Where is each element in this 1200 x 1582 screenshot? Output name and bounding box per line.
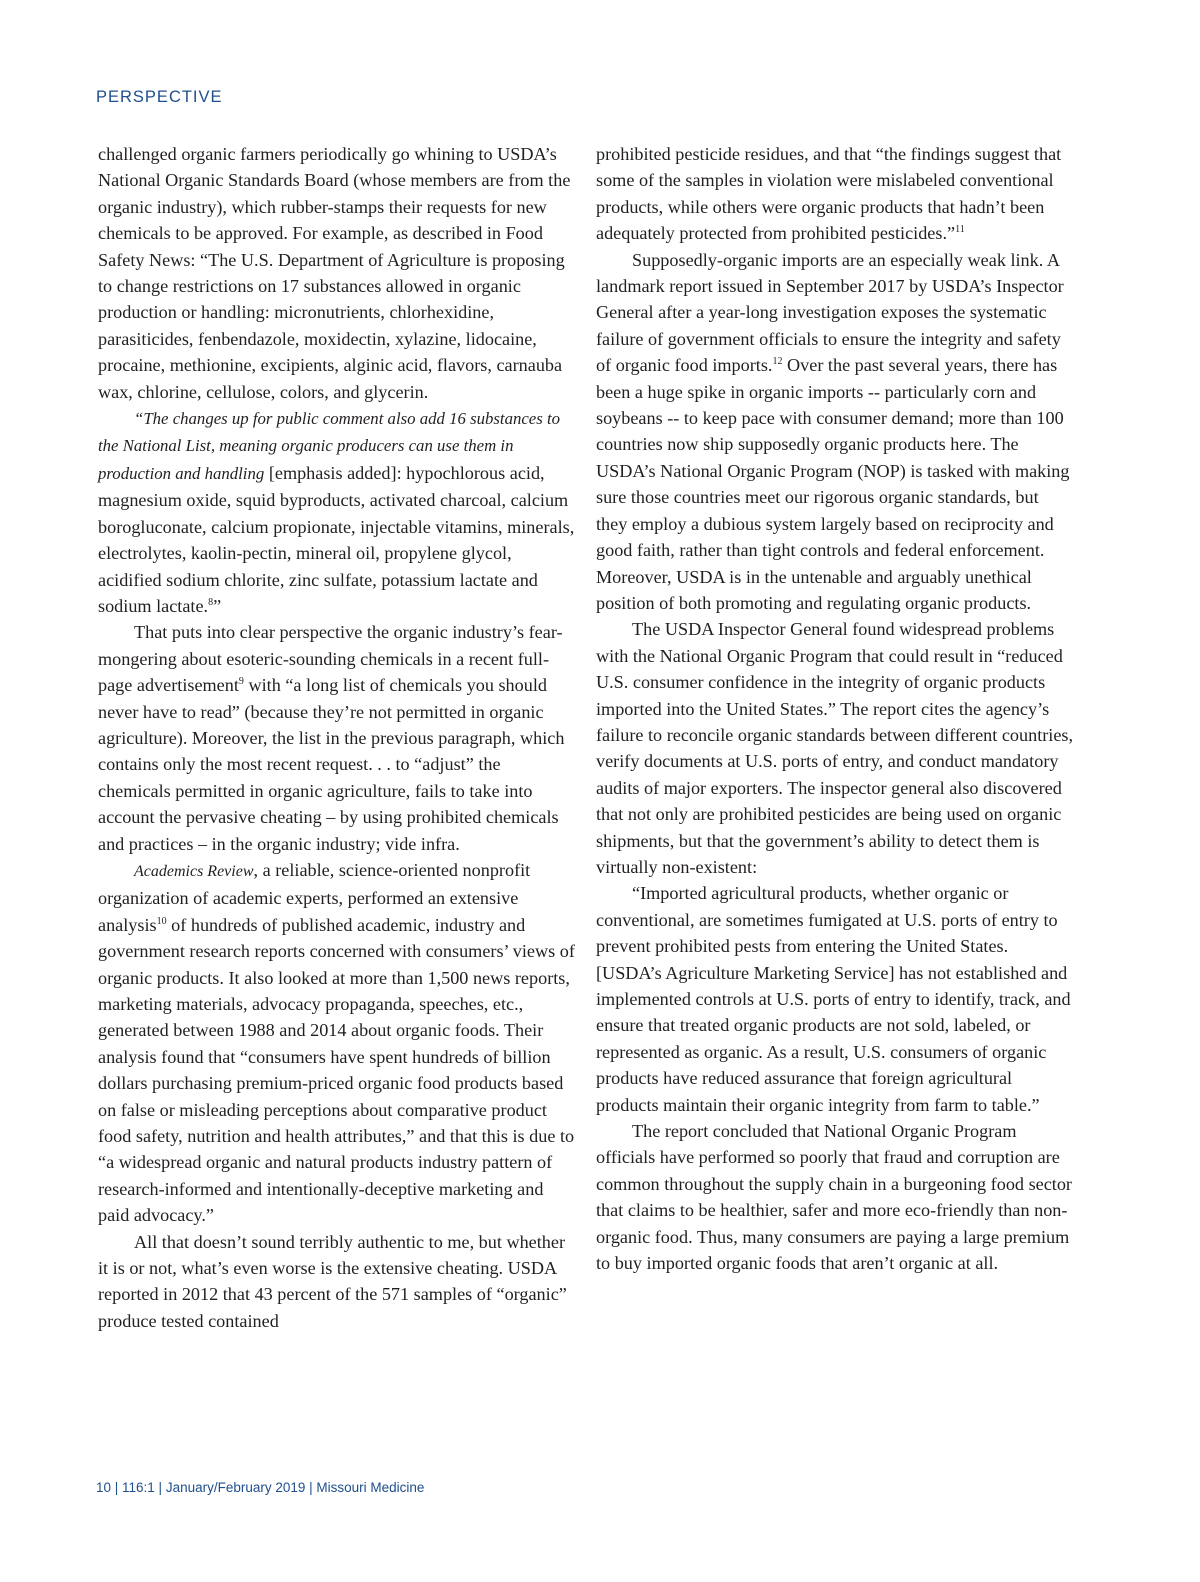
footnote-ref: 9 bbox=[238, 676, 244, 688]
paragraph bbox=[98, 619, 576, 857]
paragraph bbox=[98, 857, 576, 1229]
paragraph-quote: “Imported agricultural products, whether organic or conventional, are sometimes fumigated at U.S. ports of entry to prevent prohibited pests from entering the United States. [USDA’s Agriculture Marketing Service] has not established and implemented controls at U.S. ports of entry to identify, track, and ensure that treated organic products are not sold, labeled, or represented as organic. As a result, U.S. consumers of organic products have reduced assurance that foreign agricultural products maintain their organic integrity from farm to table.” bbox=[596, 883, 1071, 1115]
paragraph-text: of hundreds of published academic, industry and government research reports concerned with consumers’ views of organic products. It also looked at more than 1,500 news reports, marketing materials, advocacy propaganda, speeches, etc., generated between 1988 and 2014 about organic foods. Their analysis found that “consumers have spent hundreds of billion dollars purchasing premium-priced organic food products based on false or misleading perceptions about comparative product food safety, nutrition and health attributes,” and that this is due to “a widespread organic and natural products industry pattern of research-informed and intentionally-deceptive marketing and paid advocacy.” bbox=[98, 914, 575, 1226]
quote-italic-text: “The changes up for public comment also add 16 substances to the National List, meaning organic producers can use them in production and handling bbox=[98, 409, 561, 483]
quote-close: ” bbox=[213, 595, 222, 616]
paragraph-text: , a reliable, science-oriented nonprofit organization of academic experts, performed an extensive analysis bbox=[98, 859, 531, 935]
paragraph-text: Supposedly-organic imports are an especially weak link. A landmark report issued in September 2017 by USDA’s Inspector General after a year-long investigation exposes the systematic failure of government officials to ensure the integrity and safety of organic food imports. bbox=[596, 249, 1064, 376]
page-footer: 10 | 116:1 | January/February 2019 | Missouri Medicine bbox=[96, 1480, 425, 1495]
section-header: PERSPECTIVE bbox=[96, 88, 223, 106]
right-column bbox=[596, 141, 1074, 1276]
paragraph: The USDA Inspector General found widespread problems with the National Organic Program that could result in “reduced U.S. consumer confidence in the integrity of organic products imported into the United States.” The report cites the agency’s failure to reconcile organic standards between different countries, verify documents at U.S. ports of entry, and conduct mandatory audits of major exporters. The inspector general also discovered that not only are prohibited pesticides are being used on organic shipments, but that the government’s ability to detect them is virtually non-existent: bbox=[596, 619, 1074, 877]
footnote-ref: 11 bbox=[955, 224, 965, 236]
publication-name: Academics Review bbox=[134, 862, 254, 880]
footnote-ref: 8 bbox=[208, 596, 214, 608]
quote-text: [emphasis added]: hypochlorous acid, magnesium oxide, squid byproducts, activated charcoal, calcium borogluconate, calcium propionate, injectable vitamins, minerals, electrolytes, kaolin-pectin, mineral oil, propylene glycol, acidified sodium chlorite, zinc sulfate, potassium lactate and sodium lactate. bbox=[98, 462, 575, 616]
paragraph-text: That puts into clear perspective the organic industry’s fear-mongering about esoteric-sounding chemicals in a recent full-page advertisement bbox=[98, 622, 563, 696]
paragraph-text: prohibited pesticide residues, and that “the findings suggest that some of the samples in violation were mislabeled conventional products, while others were organic products that hadn’t been adequately protected from prohibited pesticides.” bbox=[596, 144, 1062, 244]
paragraph: The report concluded that National Organic Program officials have performed so poorly that fraud and corruption are common throughout the supply chain in a burgeoning food sector that claims to be healthier, safer and more eco-friendly than non-organic food. Thus, many consumers are paying a large premium to buy imported organic foods that aren’t organic at all. bbox=[596, 1121, 1072, 1274]
paragraph: All that doesn’t sound terribly authentic to me, but whether it is or not, what’s even worse is the extensive cheating. USDA reported in 2012 that 43 percent of the 571 samples of “organic” produce tested contained bbox=[98, 1231, 567, 1331]
footnote-ref: 12 bbox=[772, 356, 783, 368]
paragraph-quote bbox=[98, 405, 576, 619]
paragraph bbox=[596, 141, 1074, 247]
footnote-ref: 10 bbox=[156, 915, 167, 927]
paragraph: challenged organic farmers periodically go whining to USDA’s National Organic Standards Board (whose members are from the organic industry), which rubber-stamps their requests for new chemicals to be approved. For example, as described in Food Safety News: “The U.S. Department of Agriculture is proposing to change restrictions on 17 substances allowed in organic production or handling: micronutrients, chlorhexidine, parasiticides, fenbendazole, moxidectin, xylazine, lidocaine, procaine, methionine, excipients, alginic acid, flavors, carnauba wax, chlorine, cellulose, colors, and glycerin. bbox=[98, 144, 571, 402]
paragraph-text: with “a long list of chemicals you should never have to read” (because they’re not permitted in organic agriculture). Moreover, the list in the previous paragraph, which contains only the most recent request. . . to “adjust” the chemicals permitted in organic agriculture, fails to take into account the pervasive cheating – by using prohibited chemicals and practices – in the organic industry; vide infra. bbox=[98, 675, 565, 854]
paragraph-text: Over the past several years, there has been a huge spike in organic imports -- particularly corn and soybeans -- to keep pace with consumer demand; more than 100 countries now ship supposedly organic products here. The USDA’s National Organic Program (NOP) is tasked with making sure those countries meet our rigorous organic standards, but they employ a dubious system largely based on reciprocity and good faith, rather than tight controls and federal enforcement. Moreover, USDA is in the untenable and arguably unethical position of both promoting and regulating organic products. bbox=[596, 355, 1070, 613]
left-column bbox=[98, 141, 576, 1334]
paragraph bbox=[596, 247, 1074, 617]
